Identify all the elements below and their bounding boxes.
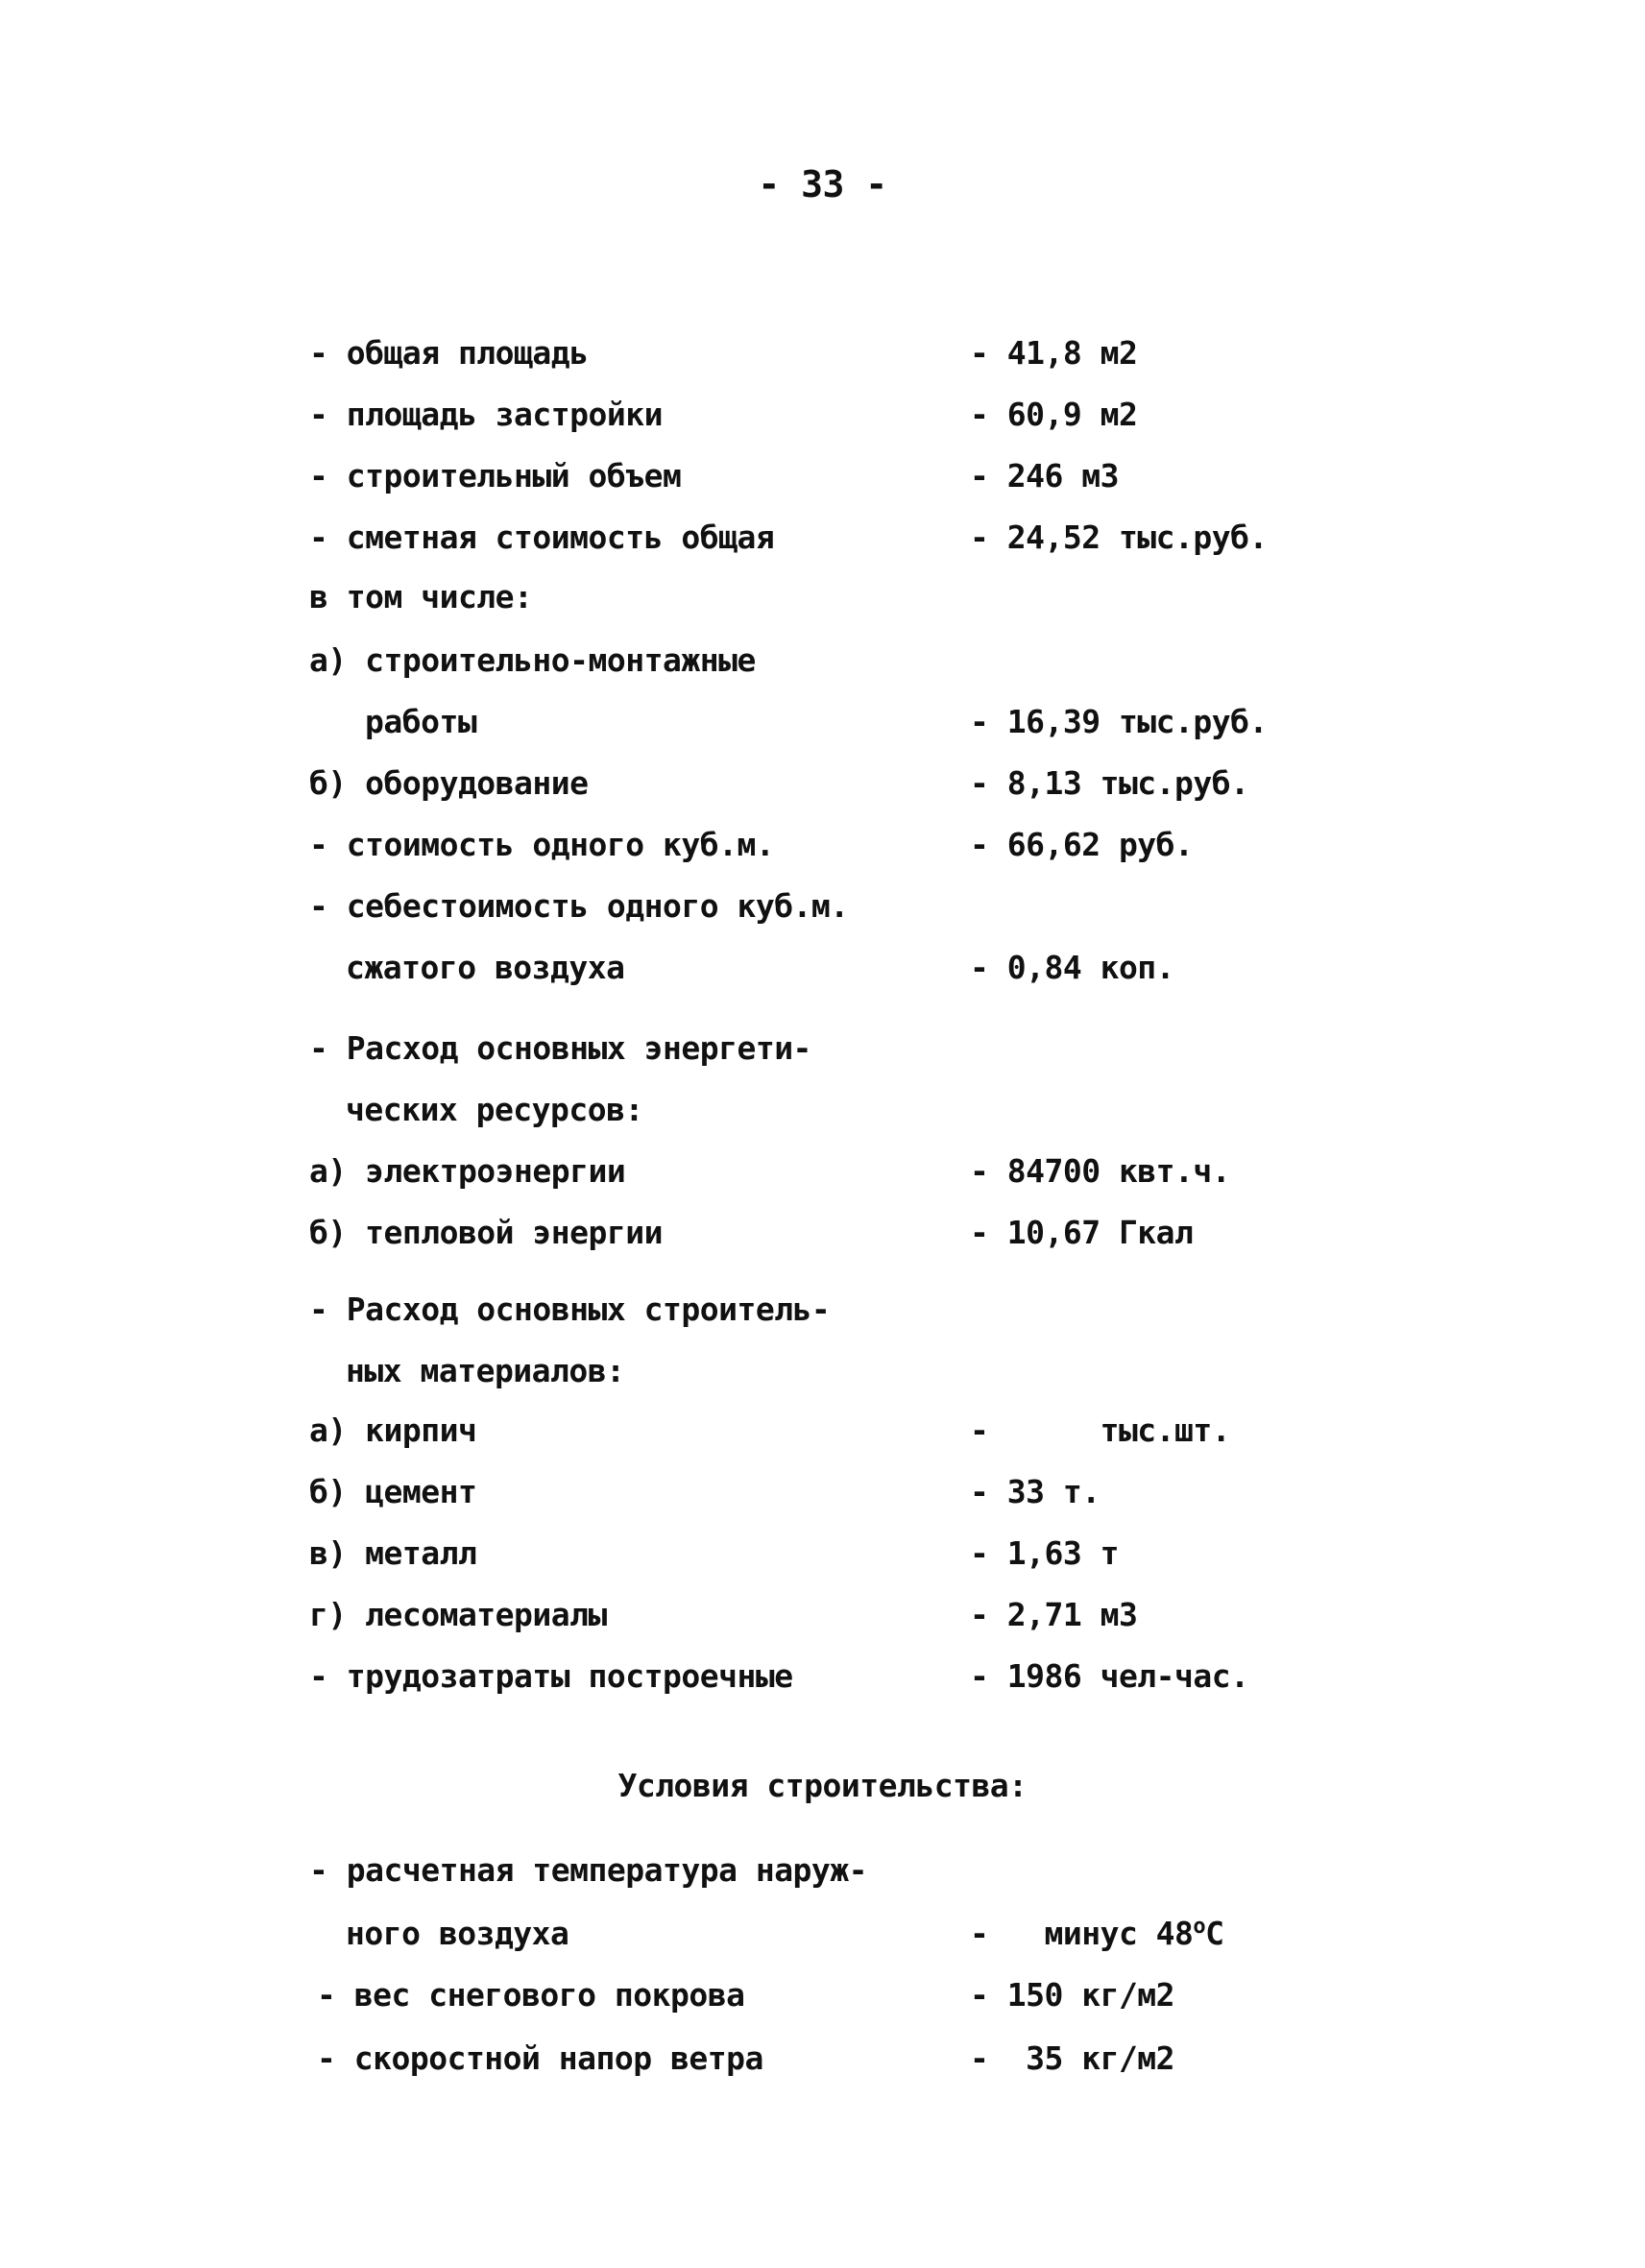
value-unit: С bbox=[1205, 1915, 1224, 1952]
item-label: - общая площадь bbox=[309, 334, 589, 372]
list-item bbox=[0, 515, 1645, 561]
item-value bbox=[970, 1911, 1224, 1957]
list-item bbox=[0, 1972, 1645, 2018]
item-label: а) кирпич bbox=[309, 1411, 477, 1449]
item-label: б) оборудование bbox=[309, 764, 589, 802]
item-label: работы bbox=[365, 703, 477, 740]
item-value: - 33 т. bbox=[970, 1473, 1101, 1510]
item-label: - стоимость одного куб.м. bbox=[309, 826, 775, 863]
item-label: - площадь застройки bbox=[309, 396, 663, 433]
list-item bbox=[0, 1592, 1645, 1638]
list-item bbox=[0, 2036, 1645, 2082]
degree-sign: о bbox=[1193, 1915, 1206, 1939]
item-label: ческих ресурсов: bbox=[346, 1091, 643, 1128]
item-label: сжатого воздуха bbox=[346, 949, 625, 986]
item-value: - тыс.шт. bbox=[970, 1411, 1231, 1449]
item-value: - 2,71 м3 bbox=[970, 1596, 1138, 1633]
item-value: - 66,62 руб. bbox=[970, 826, 1194, 863]
list-item bbox=[0, 638, 1645, 684]
list-item bbox=[0, 760, 1645, 807]
item-value: - 60,9 м2 bbox=[970, 396, 1138, 433]
list-item bbox=[0, 1087, 1645, 1133]
list-item bbox=[0, 1653, 1645, 1700]
item-value: - 10,67 Гкал bbox=[970, 1214, 1194, 1251]
item-value: - 0,84 коп. bbox=[970, 949, 1175, 986]
item-value: - 246 м3 bbox=[970, 457, 1119, 495]
item-value: - 150 кг/м2 bbox=[970, 1976, 1175, 2014]
item-label: г) лесоматериалы bbox=[309, 1596, 607, 1633]
item-label: - себестоимость одного куб.м. bbox=[309, 887, 849, 925]
item-label: - расчетная температура наруж- bbox=[309, 1851, 868, 1889]
item-label: в) металл bbox=[309, 1534, 477, 1572]
item-value: - 16,39 тыс.руб. bbox=[970, 703, 1268, 740]
value-text: - минус 48 bbox=[970, 1915, 1194, 1952]
item-label: б) цемент bbox=[309, 1473, 477, 1510]
list-item bbox=[0, 453, 1645, 499]
item-value: - 1986 чел-час. bbox=[970, 1657, 1249, 1695]
list-item bbox=[0, 1408, 1645, 1454]
list-item bbox=[0, 1531, 1645, 1577]
list-item bbox=[0, 392, 1645, 438]
item-value: - 35 кг/м2 bbox=[970, 2039, 1175, 2077]
list-item bbox=[0, 883, 1645, 929]
page-number: - 33 - bbox=[758, 163, 887, 205]
list-item bbox=[0, 574, 1645, 620]
item-label: - строительный объем bbox=[309, 457, 682, 495]
item-label: ных материалов: bbox=[346, 1352, 625, 1389]
list-item bbox=[0, 1210, 1645, 1256]
list-item bbox=[0, 1148, 1645, 1194]
item-value: - 41,8 м2 bbox=[970, 334, 1138, 372]
item-value: - 84700 квт.ч. bbox=[970, 1152, 1231, 1190]
item-label: а) электроэнергии bbox=[309, 1152, 626, 1190]
list-item bbox=[0, 822, 1645, 868]
item-label: - трудозатраты построечные bbox=[309, 1657, 793, 1695]
list-item bbox=[0, 699, 1645, 745]
list-item bbox=[0, 330, 1645, 376]
list-item bbox=[0, 945, 1645, 991]
item-label: - Расход основных строитель- bbox=[309, 1291, 831, 1328]
list-item bbox=[0, 1911, 1645, 1957]
item-value: - 8,13 тыс.руб. bbox=[970, 764, 1249, 802]
item-value: - 24,52 тыс.руб. bbox=[970, 519, 1268, 556]
item-label: а) строительно-монтажные bbox=[309, 641, 756, 679]
list-item bbox=[0, 1847, 1645, 1894]
item-value: - 1,63 т bbox=[970, 1534, 1119, 1572]
item-label: - сметная стоимость общая bbox=[309, 519, 775, 556]
list-item bbox=[0, 1469, 1645, 1515]
item-label: - вес снегового покрова bbox=[317, 1976, 745, 2014]
item-label: - скоростной напор ветра bbox=[317, 2039, 763, 2077]
list-item bbox=[0, 1025, 1645, 1072]
list-item bbox=[0, 1287, 1645, 1333]
item-label: б) тепловой энергии bbox=[309, 1214, 663, 1251]
item-label: ного воздуха bbox=[346, 1915, 569, 1952]
list-item bbox=[0, 1348, 1645, 1394]
section-title: Условия строительства: bbox=[617, 1767, 1028, 1804]
item-label: в том числе: bbox=[309, 578, 533, 615]
item-label: - Расход основных энергети- bbox=[309, 1029, 811, 1067]
